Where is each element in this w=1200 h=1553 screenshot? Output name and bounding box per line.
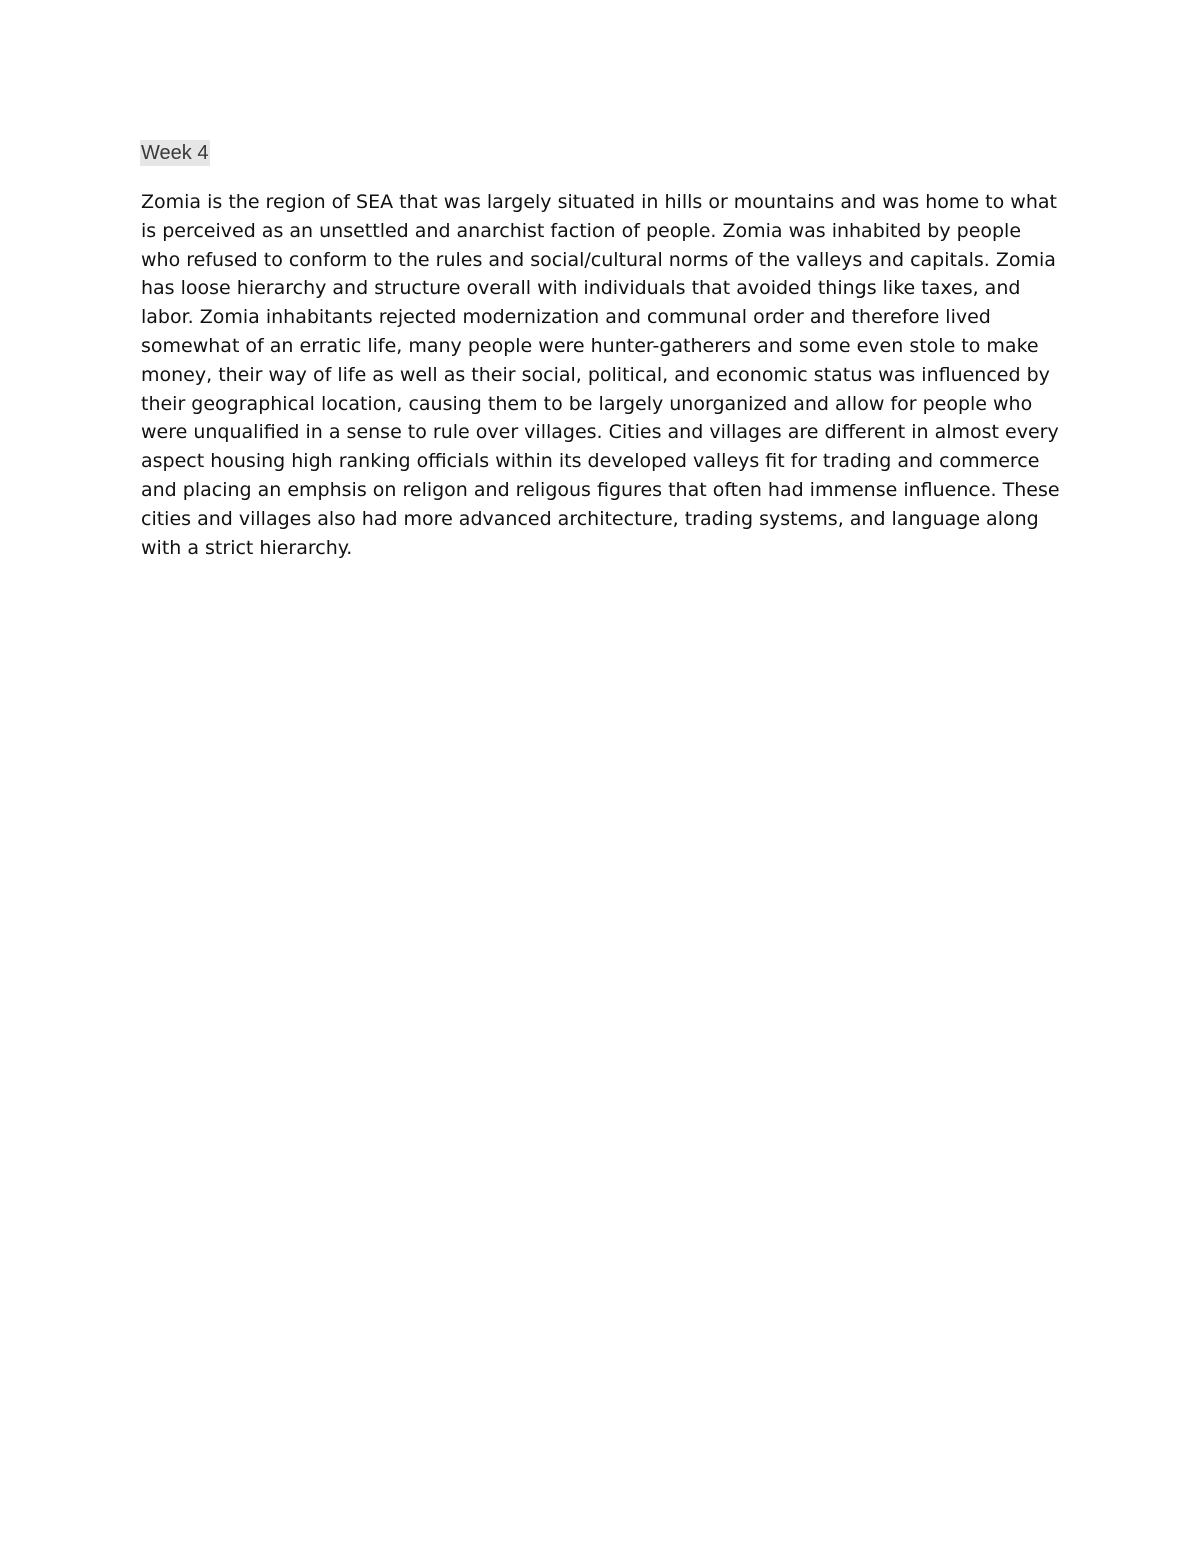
paragraph-line: labor. Zomia inhabitants rejected modernization and communal order and therefore lived [141,306,991,329]
paragraph-line: their geographical location, causing them to be largely unorganized and allow for people who [141,392,1033,415]
paragraph-line: aspect housing high ranking officials within its developed valleys fit for trading and commerce [141,450,1040,473]
paragraph-line: Zomia is the region of SEA that was largely situated in hills or mountains and was home to what [141,191,1057,213]
paragraph-line: somewhat of an erratic life, many people were hunter-gatherers and some even stole to make [141,334,1039,357]
paragraph-line: money, their way of life as well as their social, political, and economic status was influenced by [141,363,1050,386]
paragraph-line: cities and villages also had more advanced architecture, trading systems, and language along [141,507,1039,530]
paragraph-line: with a strict hierarchy. [141,536,353,559]
paragraph-line: is perceived as an unsettled and anarchist faction of people. Zomia was inhabited by people [141,219,1022,242]
paragraph-line: who refused to conform to the rules and social/cultural norms of the valleys and capitals. Zomia [141,248,1056,271]
paragraph-line: has loose hierarchy and structure overall with individuals that avoided things like taxes, and [141,277,1021,300]
document-paragraph [141,188,1081,562]
document-heading: Week 4 [141,142,209,164]
paragraph-line: were unqualified in a sense to rule over villages. Cities and villages are different in almost every [141,421,1059,444]
paragraph-line: and placing an emphsis on religon and religous figures that often had immense influence. These [141,478,1060,501]
